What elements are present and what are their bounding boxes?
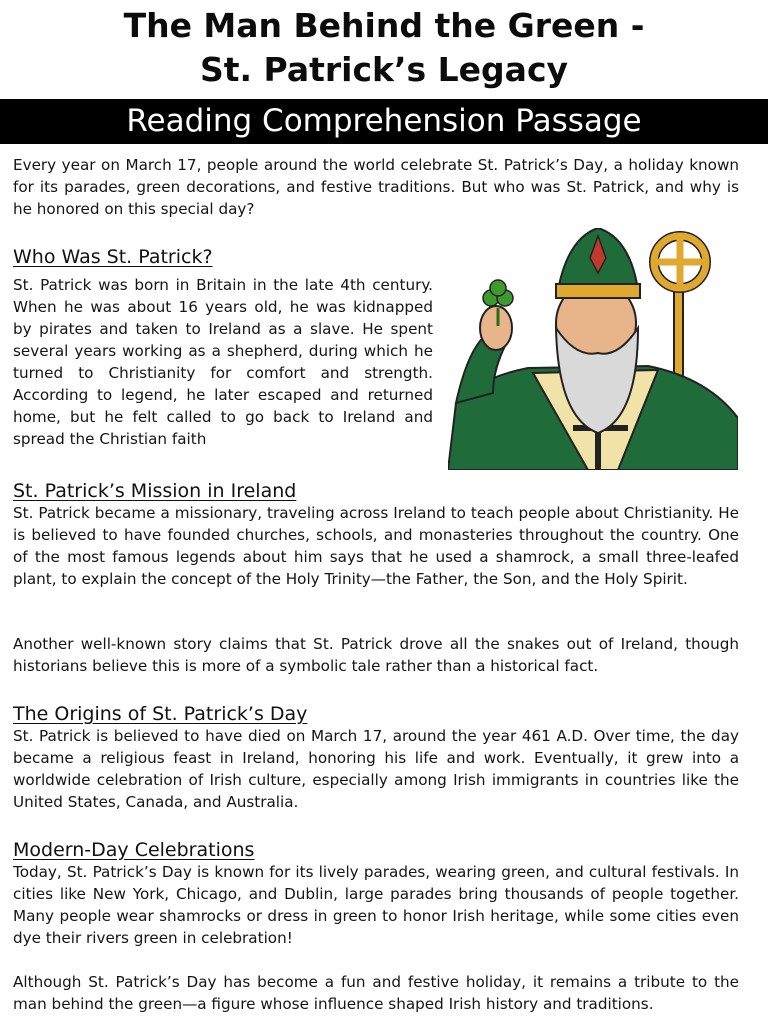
hand xyxy=(480,306,512,350)
mitre-band xyxy=(556,284,640,298)
title-line-2: St. Patrick’s Legacy xyxy=(199,50,569,89)
section-heading-mission: St. Patrick’s Mission in Ireland xyxy=(13,480,297,502)
section-heading-modern: Modern-Day Celebrations xyxy=(13,839,255,861)
section-paragraph-who: St. Patrick was born in Britain in the late 4th century. When he was about 16 years old, he was kidnapped by pirates and taken to Ireland as a slave. He spent several years working as a shepherd, during which he turned to Christianity for comfort and strength. According to legend, he later escaped and returned home, but he felt called to go back to Ireland and spread the Christian faith xyxy=(13,276,433,448)
section-heading-origins: The Origins of St. Patrick’s Day xyxy=(13,703,308,725)
section-paragraph-mission-1: St. Patrick became a missionary, traveling across Ireland to teach people about Christianity. He is believed to have founded churches, schools, and monasteries throughout the country. One of the most famous legends about him says that he used a shamrock, a small three-leafed plant, to explain the concept of the Holy Trinity—the Father, the Son, and the Holy Spirit. xyxy=(13,504,739,588)
passage-banner: Reading Comprehension Passage xyxy=(0,99,768,144)
title-line-1: The Man Behind the Green - xyxy=(123,6,645,45)
shamrock-leaf-top xyxy=(490,280,506,296)
section-paragraph-mission-2: Another well-known story claims that St. Patrick drove all the snakes out of Ireland, though historians believe this is more of a symbolic tale rather than a historical fact. xyxy=(13,635,739,675)
intro-paragraph: Every year on March 17, people around the world celebrate St. Patrick’s Day, a holiday known for its parades, green decorations, and festive traditions. But who was St. Patrick, and why is he honored on this special day? xyxy=(13,156,739,218)
section-paragraph-origins: St. Patrick is believed to have died on March 17, around the year 461 A.D. Over time, the day became a religious feast in Ireland, honoring his life and work. Eventually, it grew into a worldwide celebration of Irish culture, especially among Irish immigrants in countries like the United States, Canada, and Australia. xyxy=(13,727,739,811)
section-paragraph-modern-1: Today, St. Patrick’s Day is known for its lively parades, wearing green, and cultural festivals. In cities like New York, Chicago, and Dublin, large parades bring thousands of people together. Many people wear shamrocks or dress in green to honor Irish heritage, while some cities even dye their rivers green in celebration! xyxy=(13,863,739,947)
saint-patrick-illustration xyxy=(448,228,738,470)
section-heading-who: Who Was St. Patrick? xyxy=(13,246,213,268)
document-title xyxy=(0,4,768,92)
section-paragraph-modern-2: Although St. Patrick’s Day has become a fun and festive holiday, it remains a tribute to the man behind the green—a figure whose influence shaped Irish history and traditions. xyxy=(13,973,739,1013)
